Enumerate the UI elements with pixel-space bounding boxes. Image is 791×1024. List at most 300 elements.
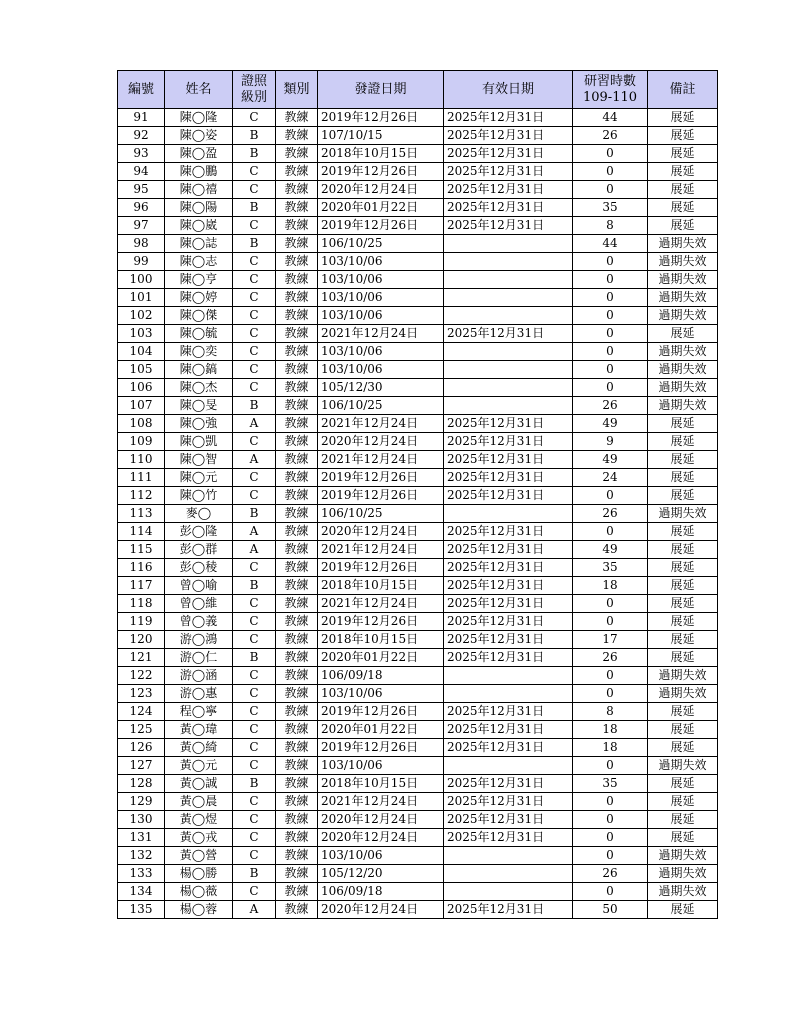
cell-issue-date: 2021年12月24日 [318, 325, 444, 343]
cell-remarks: 展延 [648, 721, 718, 739]
cell-issue-date: 103/10/06 [318, 343, 444, 361]
cell-remarks: 過期失效 [648, 271, 718, 289]
cell-number: 93 [118, 145, 165, 163]
cell-remarks: 展延 [648, 469, 718, 487]
table-row [118, 253, 718, 271]
cell-license-level: C [233, 307, 276, 325]
coach-license-table [117, 70, 718, 919]
cell-issue-date: 106/09/18 [318, 883, 444, 901]
cell-category: 教練 [276, 811, 318, 829]
cell-training-hours: 0 [573, 757, 648, 775]
cell-name: 陳◯志 [165, 253, 233, 271]
cell-license-level: C [233, 163, 276, 181]
cell-issue-date: 106/10/25 [318, 235, 444, 253]
cell-remarks: 過期失效 [648, 847, 718, 865]
cell-training-hours: 26 [573, 505, 648, 523]
cell-license-level: A [233, 451, 276, 469]
cell-license-level: C [233, 253, 276, 271]
cell-license-level: C [233, 829, 276, 847]
cell-remarks: 過期失效 [648, 235, 718, 253]
cell-remarks: 展延 [648, 559, 718, 577]
cell-issue-date: 105/12/30 [318, 379, 444, 397]
cell-valid-date: 2025年12月31日 [444, 595, 573, 613]
cell-number: 128 [118, 775, 165, 793]
cell-training-hours: 17 [573, 631, 648, 649]
cell-name: 黃◯晨 [165, 793, 233, 811]
cell-issue-date: 107/10/15 [318, 127, 444, 145]
table-row [118, 703, 718, 721]
table-body [118, 109, 718, 919]
table-row [118, 541, 718, 559]
cell-license-level: C [233, 217, 276, 235]
cell-remarks: 展延 [648, 325, 718, 343]
cell-name: 游◯涵 [165, 667, 233, 685]
table-row [118, 343, 718, 361]
cell-number: 102 [118, 307, 165, 325]
cell-category: 教練 [276, 685, 318, 703]
cell-license-level: C [233, 487, 276, 505]
cell-remarks: 展延 [648, 433, 718, 451]
cell-valid-date: 2025年12月31日 [444, 451, 573, 469]
cell-name: 陳◯鵬 [165, 163, 233, 181]
cell-training-hours: 26 [573, 127, 648, 145]
cell-remarks: 過期失效 [648, 361, 718, 379]
cell-remarks: 展延 [648, 577, 718, 595]
cell-category: 教練 [276, 595, 318, 613]
cell-valid-date: 2025年12月31日 [444, 487, 573, 505]
cell-remarks: 過期失效 [648, 379, 718, 397]
table-row [118, 829, 718, 847]
cell-license-level: C [233, 883, 276, 901]
cell-number: 111 [118, 469, 165, 487]
cell-training-hours: 8 [573, 703, 648, 721]
header-issue-date: 發證日期 [318, 71, 444, 109]
table-row [118, 397, 718, 415]
cell-training-hours: 0 [573, 379, 648, 397]
cell-category: 教練 [276, 163, 318, 181]
cell-issue-date: 106/10/25 [318, 505, 444, 523]
cell-valid-date [444, 865, 573, 883]
cell-training-hours: 44 [573, 109, 648, 127]
cell-issue-date: 2019年12月26日 [318, 469, 444, 487]
cell-license-level: B [233, 505, 276, 523]
table-row [118, 325, 718, 343]
cell-license-level: C [233, 667, 276, 685]
cell-issue-date: 103/10/06 [318, 757, 444, 775]
cell-issue-date: 2021年12月24日 [318, 595, 444, 613]
cell-name: 陳◯竹 [165, 487, 233, 505]
cell-name: 陳◯陽 [165, 199, 233, 217]
cell-category: 教練 [276, 559, 318, 577]
cell-name: 黃◯綺 [165, 739, 233, 757]
cell-license-level: B [233, 649, 276, 667]
cell-valid-date [444, 685, 573, 703]
cell-category: 教練 [276, 721, 318, 739]
table-row [118, 199, 718, 217]
cell-issue-date: 106/10/25 [318, 397, 444, 415]
cell-issue-date: 103/10/06 [318, 847, 444, 865]
cell-issue-date: 2020年12月24日 [318, 433, 444, 451]
cell-name: 彭◯稜 [165, 559, 233, 577]
cell-number: 118 [118, 595, 165, 613]
cell-valid-date: 2025年12月31日 [444, 523, 573, 541]
cell-valid-date [444, 847, 573, 865]
cell-license-level: A [233, 415, 276, 433]
cell-remarks: 過期失效 [648, 757, 718, 775]
cell-name: 陳◯隆 [165, 109, 233, 127]
cell-remarks: 過期失效 [648, 883, 718, 901]
cell-valid-date: 2025年12月31日 [444, 631, 573, 649]
cell-valid-date [444, 253, 573, 271]
cell-remarks: 展延 [648, 199, 718, 217]
cell-training-hours: 0 [573, 289, 648, 307]
table-row [118, 217, 718, 235]
table-row [118, 523, 718, 541]
cell-training-hours: 18 [573, 577, 648, 595]
cell-name: 陳◯杰 [165, 379, 233, 397]
cell-issue-date: 2020年12月24日 [318, 829, 444, 847]
cell-issue-date: 2019年12月26日 [318, 613, 444, 631]
cell-name: 陳◯鎬 [165, 361, 233, 379]
cell-training-hours: 0 [573, 523, 648, 541]
cell-category: 教練 [276, 487, 318, 505]
cell-valid-date: 2025年12月31日 [444, 415, 573, 433]
cell-name: 麥◯ [165, 505, 233, 523]
cell-category: 教練 [276, 883, 318, 901]
cell-valid-date [444, 271, 573, 289]
cell-name: 陳◯禧 [165, 181, 233, 199]
cell-number: 123 [118, 685, 165, 703]
cell-number: 92 [118, 127, 165, 145]
cell-category: 教練 [276, 703, 318, 721]
cell-license-level: B [233, 577, 276, 595]
cell-valid-date [444, 757, 573, 775]
cell-training-hours: 0 [573, 883, 648, 901]
cell-category: 教練 [276, 289, 318, 307]
cell-training-hours: 8 [573, 217, 648, 235]
cell-name: 黃◯煜 [165, 811, 233, 829]
cell-name: 陳◯亨 [165, 271, 233, 289]
cell-valid-date [444, 397, 573, 415]
cell-name: 陳◯強 [165, 415, 233, 433]
cell-license-level: C [233, 685, 276, 703]
cell-category: 教練 [276, 901, 318, 919]
cell-remarks: 展延 [648, 145, 718, 163]
cell-issue-date: 2018年10月15日 [318, 145, 444, 163]
cell-issue-date: 2021年12月24日 [318, 793, 444, 811]
cell-number: 125 [118, 721, 165, 739]
table-row [118, 235, 718, 253]
cell-issue-date: 2019年12月26日 [318, 739, 444, 757]
cell-license-level: A [233, 901, 276, 919]
cell-training-hours: 9 [573, 433, 648, 451]
cell-training-hours: 0 [573, 145, 648, 163]
cell-license-level: A [233, 523, 276, 541]
table-row [118, 415, 718, 433]
cell-name: 游◯鴻 [165, 631, 233, 649]
cell-number: 110 [118, 451, 165, 469]
cell-remarks: 展延 [648, 217, 718, 235]
cell-issue-date: 2019年12月26日 [318, 217, 444, 235]
cell-training-hours: 0 [573, 181, 648, 199]
cell-number: 124 [118, 703, 165, 721]
cell-training-hours: 50 [573, 901, 648, 919]
cell-category: 教練 [276, 361, 318, 379]
cell-name: 曾◯義 [165, 613, 233, 631]
cell-license-level: C [233, 757, 276, 775]
table-row [118, 721, 718, 739]
cell-training-hours: 26 [573, 865, 648, 883]
cell-remarks: 展延 [648, 703, 718, 721]
cell-number: 132 [118, 847, 165, 865]
cell-issue-date: 105/12/20 [318, 865, 444, 883]
table-row [118, 757, 718, 775]
cell-number: 95 [118, 181, 165, 199]
cell-training-hours: 44 [573, 235, 648, 253]
cell-name: 黃◯瑋 [165, 721, 233, 739]
cell-name: 彭◯群 [165, 541, 233, 559]
cell-name: 陳◯姿 [165, 127, 233, 145]
table-row [118, 865, 718, 883]
table-row [118, 271, 718, 289]
cell-number: 122 [118, 667, 165, 685]
cell-remarks: 展延 [648, 631, 718, 649]
cell-category: 教練 [276, 631, 318, 649]
table-row [118, 361, 718, 379]
cell-remarks: 過期失效 [648, 667, 718, 685]
cell-remarks: 展延 [648, 181, 718, 199]
cell-license-level: C [233, 271, 276, 289]
cell-issue-date: 2019年12月26日 [318, 163, 444, 181]
cell-name: 陳◯凱 [165, 433, 233, 451]
cell-category: 教練 [276, 397, 318, 415]
cell-name: 陳◯傑 [165, 307, 233, 325]
cell-issue-date: 2020年01月22日 [318, 649, 444, 667]
cell-name: 游◯惠 [165, 685, 233, 703]
table-row [118, 379, 718, 397]
cell-name: 楊◯薇 [165, 883, 233, 901]
cell-valid-date: 2025年12月31日 [444, 649, 573, 667]
cell-issue-date: 2021年12月24日 [318, 541, 444, 559]
cell-number: 106 [118, 379, 165, 397]
cell-valid-date: 2025年12月31日 [444, 811, 573, 829]
cell-valid-date: 2025年12月31日 [444, 469, 573, 487]
cell-remarks: 過期失效 [648, 505, 718, 523]
cell-training-hours: 26 [573, 649, 648, 667]
cell-number: 115 [118, 541, 165, 559]
cell-valid-date: 2025年12月31日 [444, 721, 573, 739]
header-category: 類別 [276, 71, 318, 109]
table-row [118, 577, 718, 595]
cell-category: 教練 [276, 775, 318, 793]
cell-category: 教練 [276, 469, 318, 487]
cell-number: 117 [118, 577, 165, 595]
cell-remarks: 展延 [648, 739, 718, 757]
cell-number: 103 [118, 325, 165, 343]
cell-number: 97 [118, 217, 165, 235]
cell-training-hours: 0 [573, 325, 648, 343]
cell-valid-date: 2025年12月31日 [444, 199, 573, 217]
cell-training-hours: 18 [573, 721, 648, 739]
cell-number: 96 [118, 199, 165, 217]
cell-valid-date: 2025年12月31日 [444, 127, 573, 145]
cell-license-level: C [233, 793, 276, 811]
cell-license-level: A [233, 541, 276, 559]
cell-number: 116 [118, 559, 165, 577]
cell-valid-date [444, 379, 573, 397]
cell-training-hours: 26 [573, 397, 648, 415]
cell-category: 教練 [276, 847, 318, 865]
cell-valid-date [444, 883, 573, 901]
cell-category: 教練 [276, 199, 318, 217]
cell-category: 教練 [276, 523, 318, 541]
cell-number: 129 [118, 793, 165, 811]
cell-name: 陳◯崴 [165, 217, 233, 235]
cell-valid-date [444, 361, 573, 379]
cell-license-level: C [233, 379, 276, 397]
cell-name: 黃◯戎 [165, 829, 233, 847]
cell-remarks: 展延 [648, 163, 718, 181]
cell-category: 教練 [276, 181, 318, 199]
cell-issue-date: 2018年10月15日 [318, 631, 444, 649]
cell-name: 陳◯元 [165, 469, 233, 487]
cell-license-level: B [233, 865, 276, 883]
cell-license-level: B [233, 397, 276, 415]
cell-remarks: 過期失效 [648, 397, 718, 415]
table-row [118, 883, 718, 901]
cell-category: 教練 [276, 613, 318, 631]
cell-training-hours: 0 [573, 595, 648, 613]
cell-valid-date: 2025年12月31日 [444, 541, 573, 559]
cell-category: 教練 [276, 217, 318, 235]
cell-name: 曾◯喻 [165, 577, 233, 595]
cell-license-level: C [233, 847, 276, 865]
cell-training-hours: 0 [573, 271, 648, 289]
cell-valid-date [444, 343, 573, 361]
cell-remarks: 展延 [648, 829, 718, 847]
cell-valid-date: 2025年12月31日 [444, 775, 573, 793]
cell-category: 教練 [276, 865, 318, 883]
cell-valid-date: 2025年12月31日 [444, 145, 573, 163]
cell-number: 133 [118, 865, 165, 883]
cell-number: 104 [118, 343, 165, 361]
cell-category: 教練 [276, 739, 318, 757]
cell-name: 陳◯毓 [165, 325, 233, 343]
cell-issue-date: 2020年12月24日 [318, 901, 444, 919]
cell-name: 陳◯智 [165, 451, 233, 469]
cell-training-hours: 49 [573, 415, 648, 433]
cell-training-hours: 0 [573, 163, 648, 181]
table-row [118, 649, 718, 667]
cell-name: 黃◯元 [165, 757, 233, 775]
cell-license-level: C [233, 289, 276, 307]
cell-category: 教練 [276, 649, 318, 667]
cell-category: 教練 [276, 757, 318, 775]
cell-valid-date: 2025年12月31日 [444, 793, 573, 811]
cell-issue-date: 2021年12月24日 [318, 451, 444, 469]
cell-category: 教練 [276, 379, 318, 397]
table-row [118, 847, 718, 865]
table-row [118, 559, 718, 577]
cell-category: 教練 [276, 451, 318, 469]
cell-number: 98 [118, 235, 165, 253]
header-license-level: 證照 級別 [233, 71, 276, 109]
cell-category: 教練 [276, 577, 318, 595]
cell-remarks: 展延 [648, 127, 718, 145]
cell-license-level: C [233, 613, 276, 631]
cell-valid-date: 2025年12月31日 [444, 577, 573, 595]
table-row [118, 667, 718, 685]
cell-training-hours: 0 [573, 487, 648, 505]
cell-remarks: 過期失效 [648, 289, 718, 307]
cell-license-level: B [233, 127, 276, 145]
cell-issue-date: 103/10/06 [318, 289, 444, 307]
cell-category: 教練 [276, 667, 318, 685]
cell-number: 99 [118, 253, 165, 271]
cell-training-hours: 0 [573, 829, 648, 847]
cell-number: 108 [118, 415, 165, 433]
cell-name: 曾◯維 [165, 595, 233, 613]
cell-number: 130 [118, 811, 165, 829]
cell-remarks: 展延 [648, 613, 718, 631]
cell-valid-date [444, 289, 573, 307]
table-row [118, 163, 718, 181]
cell-remarks: 展延 [648, 649, 718, 667]
cell-training-hours: 0 [573, 361, 648, 379]
table-row [118, 487, 718, 505]
cell-license-level: C [233, 559, 276, 577]
cell-remarks: 展延 [648, 775, 718, 793]
cell-name: 程◯寧 [165, 703, 233, 721]
table-row [118, 307, 718, 325]
cell-issue-date: 2020年12月24日 [318, 181, 444, 199]
cell-name: 陳◯盈 [165, 145, 233, 163]
cell-training-hours: 49 [573, 451, 648, 469]
cell-issue-date: 106/09/18 [318, 667, 444, 685]
cell-license-level: C [233, 595, 276, 613]
cell-training-hours: 0 [573, 811, 648, 829]
cell-license-level: B [233, 145, 276, 163]
cell-training-hours: 0 [573, 685, 648, 703]
cell-license-level: C [233, 703, 276, 721]
cell-remarks: 過期失效 [648, 685, 718, 703]
cell-license-level: C [233, 739, 276, 757]
table-row [118, 793, 718, 811]
cell-training-hours: 0 [573, 307, 648, 325]
cell-category: 教練 [276, 541, 318, 559]
cell-name: 陳◯奕 [165, 343, 233, 361]
cell-valid-date: 2025年12月31日 [444, 829, 573, 847]
cell-number: 112 [118, 487, 165, 505]
cell-issue-date: 2020年12月24日 [318, 523, 444, 541]
table-row [118, 451, 718, 469]
cell-license-level: C [233, 469, 276, 487]
cell-training-hours: 24 [573, 469, 648, 487]
table-row [118, 145, 718, 163]
cell-remarks: 過期失效 [648, 343, 718, 361]
table-row [118, 775, 718, 793]
header-name: 姓名 [165, 71, 233, 109]
cell-issue-date: 2020年01月22日 [318, 721, 444, 739]
cell-category: 教練 [276, 307, 318, 325]
cell-training-hours: 0 [573, 847, 648, 865]
cell-category: 教練 [276, 829, 318, 847]
cell-training-hours: 0 [573, 343, 648, 361]
cell-number: 94 [118, 163, 165, 181]
table-row [118, 595, 718, 613]
cell-issue-date: 2019年12月26日 [318, 703, 444, 721]
table-row [118, 631, 718, 649]
